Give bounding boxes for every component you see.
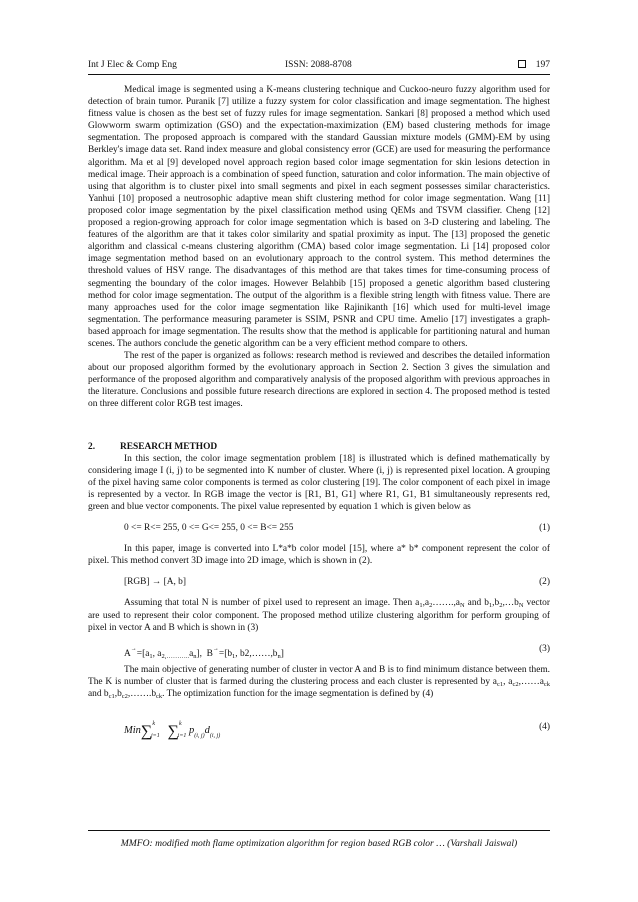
- header-rule: [88, 74, 550, 75]
- equation-1-number: (1): [539, 523, 550, 534]
- equation-1: [88, 522, 550, 534]
- equation-4-number: (4): [539, 722, 550, 733]
- footer-rule: [88, 830, 550, 831]
- journal-name: Int J Elec & Comp Eng: [88, 60, 177, 70]
- running-footer: MMFO: modified moth flame optimization algorithm for region based RGB color … (Varshali Jaiswal): [120, 838, 518, 849]
- paragraph-organization: The rest of the paper is organized as follows: research method is reviewed and describes the detailed information about our proposed algorithm formed by the evolutionary approach in Section 2. Section 3 gives the simulation and performance of the proposed algorithm and comparatively analysis of the proposed algorithm with previous approaches in the literature. Conclusions and possible future research directions are explored in section 4. The proposed method is tested on three different color RGB test images.: [88, 351, 550, 410]
- body-text: [88, 84, 550, 742]
- section-heading: [88, 441, 550, 453]
- equation-2: [88, 576, 550, 588]
- paragraph-lab-model: In this paper, image is converted into L*a*b color model [15], where a* b* component represent the color of pixel. This method convert 3D image into 2D image, which is shown in (2).: [88, 544, 550, 567]
- equation-3-number: (3): [539, 643, 550, 654]
- section-title: RESEARCH METHOD: [120, 441, 218, 452]
- equation-3: [88, 643, 550, 660]
- paragraph-related-work: Medical image is segmented using a K-means clustering technique and Cuckoo-neuro fuzzy algorithm used for detection of brain tumor. Puranik [7] utilize a fuzzy system for color classification and image segmentation. The highest fitness value is chosen as the best set of fuzzy rules for image segmentation. Sankari [8] proposed a method which used Glowworm swarm optimization (GSO) and the expectation-maximization (EM) based clustering methods for image segmentation. The proposed approach is compared with the standard Gaussian mixture models (GMM)-EM by using Berkley's image data set. Rand index measure and global consistency error (GCE) are used for measuring the performance algorithm. Ma et al [9] developed novel approach region based color image segmentation for skin lesions detection in medical image. Their approach is a combination of speed function, saturation and color information. The main objective of using that algorithm is to cluster pixel into small segments and pixel in each segment possesses similar characteristics. Yanhui [10] proposed a neutrosophic adaptive mean shift clustering method for color image segmentation. Wang [11] proposed color image segmentation by the pixel classification method using QEMs and TSVM classifier. Cheng [12] proposed a region-growing approach for color image segmentation which is based on 3-D clustering and labeling. The features of the algorithm are that it takes color similarity and spatial proximity as input. The [13] proposed the genetic algorithm and classical c-means clustering algorithm (CMA) based color image segmentation. Li [14] proposed color image segmentation method based on an evolutionary approach to the control system. This method determines the threshold values of HSV range. The disadvantages of this method are that takes times for time-consuming process of segmenting the boundary of the color images. However Belahbib [15] proposed a genetic algorithm based clustering method for color image segmentation. The output of the algorithm is a flexible string length with fitness value. There are many approaches used for the color image segmentation like Rajinikanth [16] which used for multi-level image segmentation. The performance measuring parameter is SSIM, PSNR and CPU time. Amelio [17] investigates a graph-based approach for image segmentation. The results show that the method is applicable for partitioning natural and human scenes. The authors conclude the genetic algorithm can be a very efficient method compare to others.: [88, 85, 550, 349]
- equation-4: [88, 712, 550, 742]
- equation-3-body: $A^\to=[a_1$, $a_{2,\dots\dots\dots..}a_n$], $B^\to=[b_1$, $b2,\dots\dots,b_n$]: [124, 645, 284, 660]
- page-number: 197: [535, 60, 550, 70]
- equation-4-body: Min∑$^k_{j=1}$ ∑$^k_{i=1}$ $p_{(i, j)}d_{(i, j)}$: [124, 721, 221, 741]
- square-icon: [518, 60, 526, 68]
- equation-2-number: (2): [539, 577, 550, 588]
- equation-2-body: [RGB] → [A, b]: [124, 577, 186, 588]
- running-header: [88, 58, 550, 72]
- paragraph-vectors: Assuming that total N is number of pixel used to represent an image. Then $a_1,a_2\dots\dots.,a_N$ and $b_1,b_2,\dots b_N$ vector are used to represent their color component. The proposed method utilize clustering algorithm for perform grouping of pixel in vector A and B which is shown in (3): [88, 598, 550, 633]
- paragraph-method-intro: In this section, the color image segmentation problem [18] is illustrated which is defined mathematically by considering image I (i, j) to be segmented into K number of cluster. Where (i, j) is represented pixel location. A grouping of the pixel having same color components is termed as color clustering [19]. The color component of each pixel in image is represented by a vector. In RGB image the vector is [R1, B1, G1] where R1, G1, B1 simultaneously represents red, green and blue vector components. The pixel value represented by equation 1 which is given below as: [88, 453, 550, 512]
- issn: ISSN: 2088-8708: [285, 60, 352, 70]
- paragraph-objective: The main objective of generating number of cluster in vector A and B is to find minimum distance between them. The K is number of cluster that is farmed during the clustering process and each cluster is represented by $a_{c1}$, $a_{c2},\dots\dots a_{ck}$ and $b_{c1},b_{c2},\dots\dots.b_{ck}$. The optimization function for the image segmentation is defined by (4): [88, 664, 550, 701]
- equation-1-body: 0 <= R<= 255, 0 <= G<= 255, 0 <= B<= 255: [124, 523, 294, 534]
- section-number: 2.: [88, 441, 96, 452]
